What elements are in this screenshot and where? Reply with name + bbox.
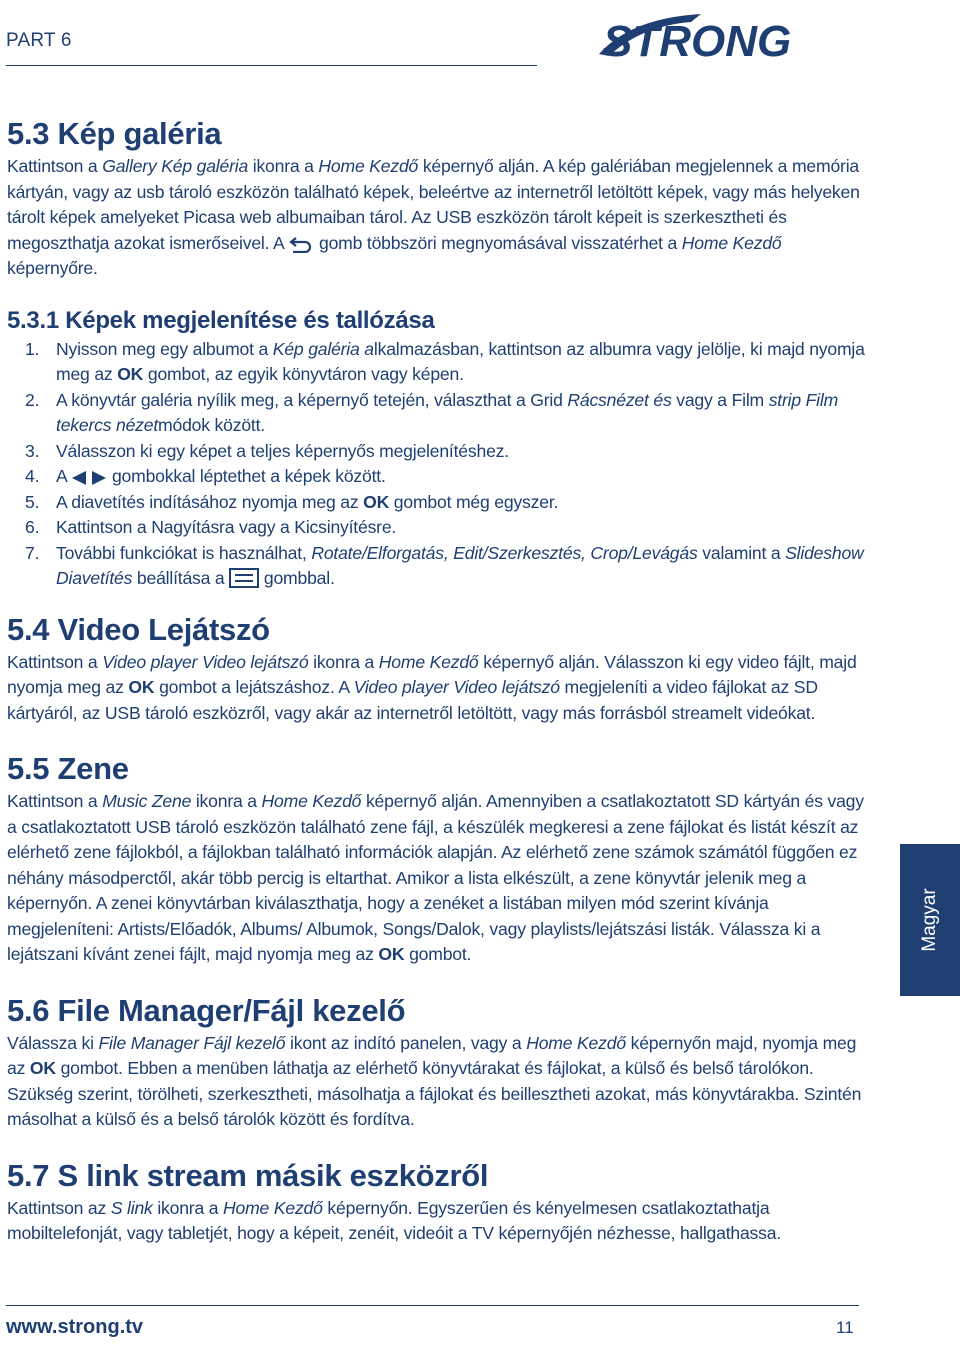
list-item: 1. Nyisson meg egy albumot a Kép galéria alkalmazásban, kattintson az albumra vagy jelölje, ki majd nyomja meg az OK gombot, az egyik könyvtáron vagy képen. — [25, 338, 865, 384]
page-number: 11 — [836, 1318, 854, 1337]
footer-divider — [6, 1305, 859, 1306]
main-content — [7, 116, 867, 1247]
header-divider — [6, 65, 537, 66]
part-label: PART 6 — [6, 30, 72, 51]
section-5-6-title: 5.6 File Manager/Fájl kezelő — [7, 992, 406, 1028]
page-header — [6, 0, 960, 70]
list-item: 5. A diavetítés indításához nyomja meg az OK gombot még egyszer. — [25, 491, 559, 512]
section-5-3-text: Kattintson a Gallery Kép galéria ikonra a Home Kezdő képernyő alján. A kép galériában megjelennek a memória kártyán, vagy az usb tároló eszközön található képek, beleértve az internetről letöltött képek, vagy más helyeken tárolt képek amelyeket Picasa web albumaiban tárol. Az USB eszközön tárolt képeit is szerkesztheti és megoszthatja azokat ismerőseivel. A gomb többszöri megnyomásával visszatérhet a Home Kezdő képernyőre. — [7, 156, 860, 278]
section-5-6-text: Válassza ki File Manager Fájl kezelő ikont az indító panelen, vagy a Home Kezdő képernyőn majd, nyomja meg az OK gombot. Ebben a menüben láthatja az elérhető könyvtárakat és fájlokat, a külső és belső tárolókon. Szükség szerint, törölheti, szerkesztheti, másolhatja a fájlokat és beillesztheti azokat, más könyvtárakba. Szintén másolhat a külső és a belső tárolók között és fordítva. — [7, 1032, 862, 1129]
back-arrow-icon — [288, 235, 314, 253]
section-5-7-text: Kattintson az S link ikonra a Home Kezdő képernyőn. Egyszerűen és kényelmesen csatlakoztathatja mobiltelefonját, vagy tabletjét, hogy a képeit, zenéit, videóit a TV képernyőjén nézhesse, hallgathassa. — [7, 1197, 782, 1243]
section-5-5-text: Kattintson a Music Zene ikonra a Home Kezdő képernyő alján. Amennyiben a csatlakoztatott SD kártyán és vagy a csatlakoztatott USB tároló eszközön található zene fájl, a készülék megkeresi a zene fájlokat és listát készít az elérhető zene fájlokból, a fájlokban található információk alapján. Az elérhető zene számok számától függően ez néhány másodperctől, akár több percig is eltarthat. Amikor a lista elkészült, a zene könyvtár jelenik meg a képernyőn. A zenei könyvtárban kiválaszthatja, hogy a zenéket a listában milyen mód szerint kívánja megjeleníteni: Artists/Előadók, Albums/ Albumok, Songs/Dalok, vagy playlists/lejátszási listák. Válassza ki a lejátszani kívánt zenei fájlt, majd nyomja meg az OK gombot. — [7, 791, 864, 964]
section-5-3-1-title: 5.3.1 Képek megjelenítése és tallózása — [7, 306, 435, 334]
list-item: 4. A gombokkal léptethet a képek között. — [25, 466, 386, 486]
menu-icon — [229, 568, 259, 588]
steps-list — [7, 337, 867, 592]
section-5-5-title: 5.5 Zene — [7, 751, 129, 786]
section-5-7-title: 5.7 S link stream másik eszközről — [7, 1157, 489, 1193]
list-item: 3. Válasszon ki egy képet a teljes képernyős megjelenítéshez. — [25, 440, 509, 461]
list-item: 2. A könyvtár galéria nyílik meg, a képernyő tetején, választhat a Grid Rácsnézet és vagy a Film strip Film tekercs nézetmódok között. — [25, 389, 839, 435]
footer-url[interactable]: www.strong.tv — [6, 1316, 144, 1338]
logo-wordmark: STRONG — [603, 17, 792, 63]
list-item: 6. Kattintson a Nagyításra vagy a Kicsinyítésre. — [25, 517, 397, 537]
list-item: 7. További funkciókat is használhat, Rotate/Elforgatás, Edit/Szerkesztés, Crop/Levágás valamint a Slideshow Diavetítés beállítása a gombbal. — [25, 542, 864, 588]
language-tab — [900, 844, 960, 996]
left-right-arrows-icon — [71, 470, 107, 486]
section-5-4-text: Kattintson a Video player Video lejátszó ikonra a Home Kezdő képernyő alján. Válasszon ki egy video fájlt, majd nyomja meg az OK gombot a lejátszáshoz. A Video player Video lejátszó megjeleníti a video fájlokat az SD kártyáról, az USB tároló eszközről, vagy akár az internetről letöltött, vagy más forrásból streamelt videókat. — [7, 651, 857, 723]
section-5-3-title: 5.3 Kép galéria — [7, 116, 222, 151]
strong-logo — [591, 8, 866, 63]
language-tab-label: Magyar — [919, 888, 940, 952]
section-5-4-title: 5.4 Video Lejátszó — [7, 611, 270, 647]
